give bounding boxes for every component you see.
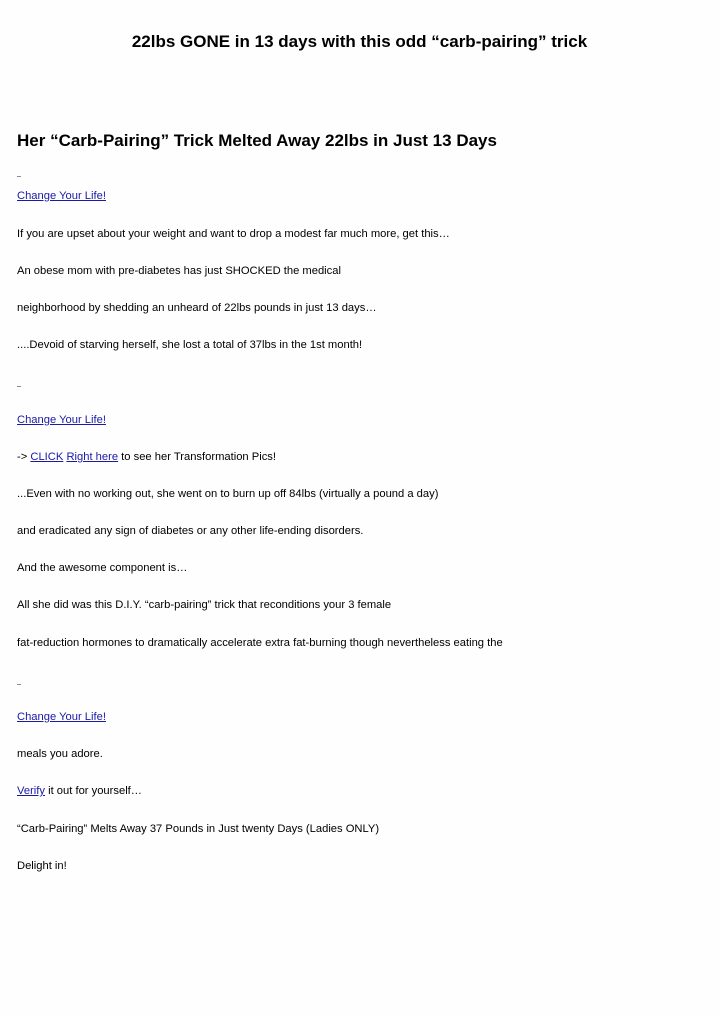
link-bullet-dash — [17, 176, 21, 177]
change-life-link[interactable]: Change Your Life! — [17, 190, 106, 202]
paragraph-line: If you are upset about your weight and want to drop a modest far much more, get this… — [17, 228, 450, 240]
click-line-prefix: -> — [17, 451, 31, 463]
right-here-link[interactable]: Right here — [66, 451, 119, 463]
paragraph-line: and eradicated any sign of diabetes or any other life-ending disorders. — [17, 525, 364, 537]
link-bullet-dash — [17, 386, 21, 387]
verify-line — [17, 784, 142, 798]
change-life-link[interactable]: Change Your Life! — [17, 711, 106, 723]
paragraph-line: ....Devoid of starving herself, she lost a total of 37lbs in the 1st month! — [17, 339, 363, 351]
paragraph-line: “Carb-Pairing” Melts Away 37 Pounds in Just twenty Days (Ladies ONLY) — [17, 823, 380, 835]
paragraph-line: meals you adore. — [17, 748, 103, 760]
change-life-link-1-line — [17, 189, 106, 203]
change-life-link[interactable]: Change Your Life! — [17, 414, 106, 426]
paragraph-line: And the awesome component is… — [17, 562, 188, 574]
paragraph-line: neighborhood by shedding an unheard of 22lbs pounds in just 13 days… — [17, 302, 377, 314]
change-life-link-3-line — [17, 710, 106, 724]
paragraph-line: All she did was this D.I.Y. “carb-pairing” trick that reconditions your 3 female — [17, 599, 392, 611]
click-line — [17, 450, 276, 464]
article-headline: Her “Carb-Pairing” Trick Melted Away 22lbs in Just 13 Days — [17, 131, 497, 150]
paragraph-line: Delight in! — [17, 860, 67, 872]
link-bullet-dash — [17, 684, 21, 685]
click-link[interactable]: CLICK — [30, 451, 64, 463]
paragraph-line: fat-reduction hormones to dramatically accelerate extra fat-burning though nevertheless eating the — [17, 637, 503, 649]
verify-link[interactable]: Verify — [17, 785, 45, 797]
paragraph-line: ...Even with no working out, she went on to burn up off 84lbs (virtually a pound a day) — [17, 488, 439, 500]
click-line-suffix: to see her Transformation Pics! — [118, 451, 276, 463]
change-life-link-2-line — [17, 413, 106, 427]
verify-line-suffix: it out for yourself… — [44, 785, 142, 797]
paragraph-line: An obese mom with pre-diabetes has just SHOCKED the medical — [17, 265, 341, 277]
document-title: 22lbs GONE in 13 days with this odd “carb-pairing” trick — [131, 32, 588, 51]
